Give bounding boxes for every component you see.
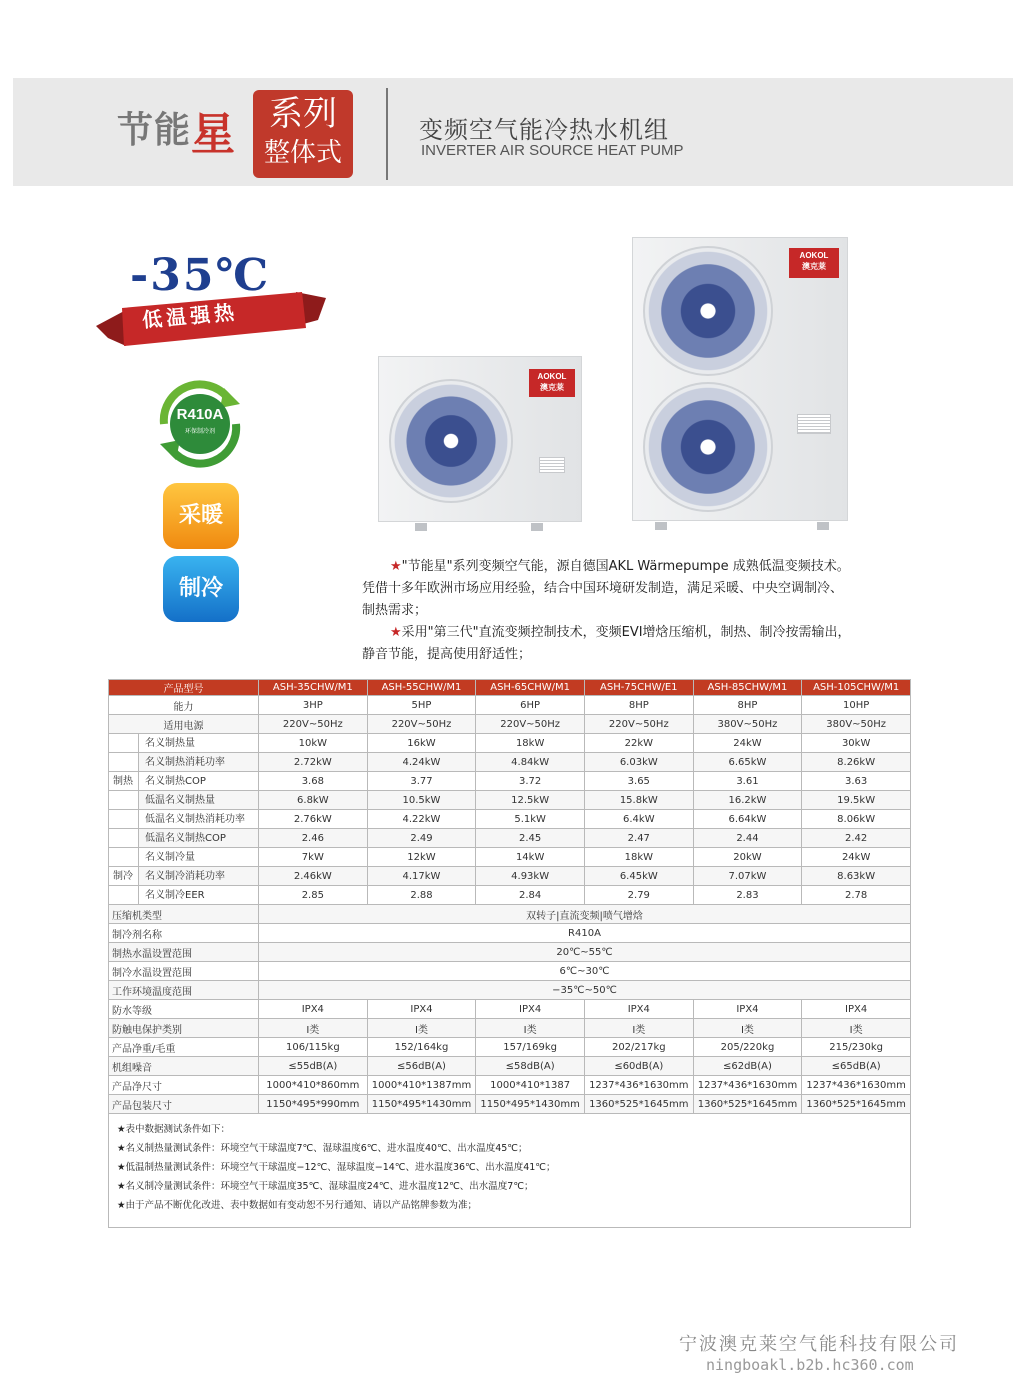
value-cell: 215/230kg [802, 1038, 911, 1057]
value-cell: 205/220kg [693, 1038, 802, 1057]
value-cell: 2.85 [259, 886, 368, 905]
value-cell: 2.78 [802, 886, 911, 905]
value-cell: ≤56dB(A) [367, 1057, 476, 1076]
model-header-cell: ASH-65CHW/M1 [476, 680, 585, 696]
description-paragraph [362, 622, 852, 666]
series-badge [253, 90, 353, 178]
value-cell: 6.8kW [259, 791, 368, 810]
header-banner [13, 78, 1013, 186]
group-label [109, 829, 139, 847]
value-cell: 1237*436*1630mm [584, 1076, 693, 1095]
value-cell: 16.2kW [693, 791, 802, 810]
row-label: 低温名义制热消耗功率 [145, 814, 245, 825]
value-cell: 3.68 [259, 772, 368, 791]
row-label-cell [109, 867, 259, 886]
note-line: ★由于产品不断优化改进、表中数据如有变动恕不另行通知、请以产品铭牌参数为准； [117, 1200, 478, 1211]
fan-icon [643, 382, 773, 512]
note-line: ★名义制冷量测试条件：环境空气干球温度35℃、湿球温度24℃、进水温度12℃、出水温度7℃； [117, 1181, 534, 1192]
value-cell: 24kW [802, 848, 911, 867]
merged-value-cell: R410A [259, 924, 911, 943]
value-cell: 6.65kW [693, 753, 802, 772]
value-cell: 2.46 [259, 829, 368, 848]
value-cell: 7kW [259, 848, 368, 867]
website-url: ningboakl.b2b.hc360.com [706, 1356, 914, 1374]
fan-icon [389, 379, 513, 503]
value-cell: I类 [259, 1019, 368, 1038]
table-row [109, 1076, 911, 1095]
value-cell: 3.77 [367, 772, 476, 791]
value-cell: ≤62dB(A) [693, 1057, 802, 1076]
brand-logo-badge [789, 248, 839, 278]
value-cell: 1000*410*1387 [476, 1076, 585, 1095]
value-cell: 2.42 [802, 829, 911, 848]
low-temp-badge: -35℃ [130, 250, 271, 301]
value-cell: 6.45kW [584, 867, 693, 886]
value-cell: 10kW [259, 734, 368, 753]
unit-foot [655, 522, 667, 530]
row-label: 名义制冷EER [145, 890, 205, 901]
value-cell: 2.46kW [259, 867, 368, 886]
value-cell: 220V~50Hz [259, 715, 368, 734]
large-unit-image [632, 237, 848, 521]
value-cell: 152/164kg [367, 1038, 476, 1057]
value-cell: IPX4 [802, 1000, 911, 1019]
row-label-cell: 制热水温设置范围 [109, 943, 259, 962]
value-cell: 10.5kW [367, 791, 476, 810]
series-type-label: 整体式 [263, 138, 342, 168]
row-label-cell [109, 791, 259, 810]
eco-refrigerant-icon [144, 376, 256, 472]
value-cell: 5HP [367, 696, 476, 715]
merged-value-cell: 双转子|直流变频|喷气增焓 [259, 905, 911, 924]
value-cell: 8.26kW [802, 753, 911, 772]
value-cell: 1000*410*860mm [259, 1076, 368, 1095]
heating-tile: 采暖 [163, 483, 239, 549]
logo-cn: 澳克莱 [802, 262, 826, 271]
value-cell: 4.84kW [476, 753, 585, 772]
table-row [109, 924, 911, 943]
value-cell: 24kW [693, 734, 802, 753]
value-cell: 14kW [476, 848, 585, 867]
value-cell: 1360*525*1645mm [584, 1095, 693, 1114]
logo-en: AOKOL [537, 372, 567, 381]
logo-cn: 澳克莱 [540, 383, 564, 392]
value-cell: I类 [802, 1019, 911, 1038]
table-row [109, 829, 911, 848]
value-cell: 3HP [259, 696, 368, 715]
refrigerant-label: R410A [176, 406, 224, 423]
value-cell: 2.72kW [259, 753, 368, 772]
row-label-cell: 产品净尺寸 [109, 1076, 259, 1095]
table-row [109, 791, 911, 810]
row-label-cell [109, 753, 259, 772]
value-cell: 1000*410*1387mm [367, 1076, 476, 1095]
table-row [109, 886, 911, 905]
value-cell: I类 [367, 1019, 476, 1038]
vent-grille [539, 457, 565, 473]
value-cell: 1150*495*1430mm [476, 1095, 585, 1114]
value-cell: 2.45 [476, 829, 585, 848]
value-cell: 3.72 [476, 772, 585, 791]
value-cell: ≤65dB(A) [802, 1057, 911, 1076]
value-cell: 18kW [476, 734, 585, 753]
header-divider [386, 88, 388, 180]
value-cell: ≤55dB(A) [259, 1057, 368, 1076]
group-label [109, 791, 139, 809]
row-label: 低温名义制热量 [145, 795, 215, 806]
value-cell: 15.8kW [584, 791, 693, 810]
row-label: 名义制冷消耗功率 [145, 871, 225, 882]
value-cell: 20kW [693, 848, 802, 867]
row-label-cell [109, 810, 259, 829]
value-cell: 16kW [367, 734, 476, 753]
row-label-cell: 机组噪音 [109, 1057, 259, 1076]
row-label-cell [109, 848, 259, 867]
value-cell: 220V~50Hz [584, 715, 693, 734]
value-cell: 220V~50Hz [476, 715, 585, 734]
value-cell: 8HP [584, 696, 693, 715]
value-cell: 4.17kW [367, 867, 476, 886]
star-icon: ★ [390, 559, 402, 574]
page-title: 变频空气能冷热水机组 [419, 116, 669, 144]
row-label-cell: 能力 [109, 696, 259, 715]
table-row [109, 1057, 911, 1076]
value-cell: 106/115kg [259, 1038, 368, 1057]
table-row [109, 1019, 911, 1038]
vent-grille [797, 414, 831, 434]
brand-logo-badge [529, 369, 575, 397]
model-header-cell: ASH-75CHW/E1 [584, 680, 693, 696]
row-label: 低温名义制热COP [145, 833, 226, 844]
value-cell: 12.5kW [476, 791, 585, 810]
row-label-cell [109, 772, 259, 791]
value-cell: ≤58dB(A) [476, 1057, 585, 1076]
group-label: 制冷 [109, 867, 139, 885]
value-cell: 202/217kg [584, 1038, 693, 1057]
unit-foot [817, 522, 829, 530]
description-text: 采用"第三代"直流变频控制技术，变频EVI增焓压缩机，制热、制冷按需输出，静音节能，提高使用舒适性； [362, 625, 851, 662]
value-cell: 3.63 [802, 772, 911, 791]
model-header-cell: ASH-85CHW/M1 [693, 680, 802, 696]
value-cell: 6HP [476, 696, 585, 715]
value-cell: 1360*525*1645mm [802, 1095, 911, 1114]
brand-name: 节能 [117, 110, 192, 151]
company-name: 宁波澳克莱空气能科技有限公司 [679, 1334, 959, 1355]
table-row [109, 962, 911, 981]
table-row [109, 734, 911, 753]
value-cell: 19.5kW [802, 791, 911, 810]
group-label [109, 753, 139, 771]
value-cell: IPX4 [584, 1000, 693, 1019]
group-label: 制热 [109, 772, 139, 790]
value-cell: 1360*525*1645mm [693, 1095, 802, 1114]
table-row [109, 1000, 911, 1019]
row-label: 名义制热消耗功率 [145, 757, 225, 768]
value-cell: IPX4 [367, 1000, 476, 1019]
table-row [109, 753, 911, 772]
row-label-cell [109, 886, 259, 905]
value-cell: 4.22kW [367, 810, 476, 829]
value-cell: 7.07kW [693, 867, 802, 886]
value-cell: 30kW [802, 734, 911, 753]
value-cell: 1150*495*990mm [259, 1095, 368, 1114]
value-cell: 10HP [802, 696, 911, 715]
row-label-cell [109, 734, 259, 753]
merged-value-cell: −35℃~50℃ [259, 981, 911, 1000]
star-icon: ★ [390, 625, 402, 640]
value-cell: 1237*436*1630mm [693, 1076, 802, 1095]
row-label-cell: 产品包装尺寸 [109, 1095, 259, 1114]
table-row [109, 1095, 911, 1114]
value-cell: 4.24kW [367, 753, 476, 772]
group-label [109, 734, 139, 752]
row-label: 名义制冷量 [145, 852, 195, 863]
row-label-cell: 制冷剂名称 [109, 924, 259, 943]
test-conditions-notes [108, 1114, 911, 1228]
value-cell: 380V~50Hz [693, 715, 802, 734]
row-label-cell: 适用电源 [109, 715, 259, 734]
table-row [109, 848, 911, 867]
value-cell: 3.65 [584, 772, 693, 791]
table-row [109, 943, 911, 962]
description-paragraph [362, 556, 852, 622]
model-header-cell: ASH-105CHW/M1 [802, 680, 911, 696]
value-cell: 2.84 [476, 886, 585, 905]
product-description [362, 556, 852, 666]
table-header-row [109, 680, 911, 696]
table-row [109, 810, 911, 829]
value-cell: 2.49 [367, 829, 476, 848]
value-cell: I类 [584, 1019, 693, 1038]
value-cell: 4.93kW [476, 867, 585, 886]
unit-foot [531, 523, 543, 531]
table-row [109, 696, 911, 715]
page-subtitle: INVERTER AIR SOURCE HEAT PUMP [421, 142, 684, 159]
table-row [109, 772, 911, 791]
model-header-cell: ASH-55CHW/M1 [367, 680, 476, 696]
value-cell: 380V~50Hz [802, 715, 911, 734]
value-cell: 8.63kW [802, 867, 911, 886]
row-label: 名义制热COP [145, 776, 206, 787]
cooling-tile: 制冷 [163, 556, 239, 622]
value-cell: ≤60dB(A) [584, 1057, 693, 1076]
value-cell: 18kW [584, 848, 693, 867]
value-cell: IPX4 [476, 1000, 585, 1019]
table-row [109, 1038, 911, 1057]
table-row [109, 715, 911, 734]
merged-value-cell: 20℃~55℃ [259, 943, 911, 962]
value-cell: 5.1kW [476, 810, 585, 829]
row-label-cell: 制冷水温设置范围 [109, 962, 259, 981]
value-cell: I类 [476, 1019, 585, 1038]
value-cell: 2.88 [367, 886, 476, 905]
note-line: ★表中数据测试条件如下： [117, 1124, 231, 1135]
value-cell: 157/169kg [476, 1038, 585, 1057]
refrigerant-sub-label: 环保制冷剂 [184, 428, 215, 435]
value-cell: 2.47 [584, 829, 693, 848]
row-label-cell: 产品净重/毛重 [109, 1038, 259, 1057]
value-cell: 8HP [693, 696, 802, 715]
value-cell: 1150*495*1430mm [367, 1095, 476, 1114]
spec-table [108, 679, 911, 1114]
logo-en: AOKOL [799, 251, 829, 260]
value-cell: 2.76kW [259, 810, 368, 829]
row-label-cell: 压缩机类型 [109, 905, 259, 924]
value-cell: 12kW [367, 848, 476, 867]
table-row [109, 981, 911, 1000]
value-cell: 2.79 [584, 886, 693, 905]
merged-value-cell: 6℃~30℃ [259, 962, 911, 981]
small-unit-image [378, 356, 582, 522]
value-cell: IPX4 [693, 1000, 802, 1019]
description-text: "节能星"系列变频空气能，源自德国AKL Wärmepumpe 成熟低温变频技术。凭借十多年欧洲市场应用经验，结合中国环境研发制造，满足采暖、中央空调制冷、制热需求； [362, 559, 850, 618]
table-row [109, 867, 911, 886]
row-label-cell: 防触电保护类别 [109, 1019, 259, 1038]
note-line: ★名义制热量测试条件：环境空气干球温度7℃、湿球温度6℃、进水温度40℃、出水温度45℃； [117, 1143, 528, 1154]
value-cell: I类 [693, 1019, 802, 1038]
row-label-cell: 工作环境温度范围 [109, 981, 259, 1000]
value-cell: 6.4kW [584, 810, 693, 829]
value-cell: 6.64kW [693, 810, 802, 829]
model-header-cell: ASH-35CHW/M1 [259, 680, 368, 696]
fan-icon [643, 246, 773, 376]
value-cell: 2.83 [693, 886, 802, 905]
value-cell: 220V~50Hz [367, 715, 476, 734]
header-label-cell: 产品型号 [109, 680, 259, 696]
value-cell: 2.44 [693, 829, 802, 848]
row-label: 名义制热量 [145, 738, 195, 749]
row-label-cell: 防水等级 [109, 1000, 259, 1019]
ribbon-label: 低温强热 [141, 299, 239, 333]
series-label: 系列 [269, 94, 337, 134]
value-cell: 6.03kW [584, 753, 693, 772]
value-cell: 22kW [584, 734, 693, 753]
value-cell: 8.06kW [802, 810, 911, 829]
group-label [109, 886, 139, 904]
unit-foot [415, 523, 427, 531]
value-cell: IPX4 [259, 1000, 368, 1019]
row-label-cell [109, 829, 259, 848]
group-label [109, 810, 139, 828]
value-cell: 1237*436*1630mm [802, 1076, 911, 1095]
group-label [109, 848, 139, 866]
value-cell: 3.61 [693, 772, 802, 791]
brand-star-logo: 星 [191, 109, 235, 160]
note-line: ★低温制热量测试条件：环境空气干球温度−12℃、湿球温度−14℃、进水温度36℃、出水温度41℃； [117, 1162, 556, 1173]
table-row [109, 905, 911, 924]
